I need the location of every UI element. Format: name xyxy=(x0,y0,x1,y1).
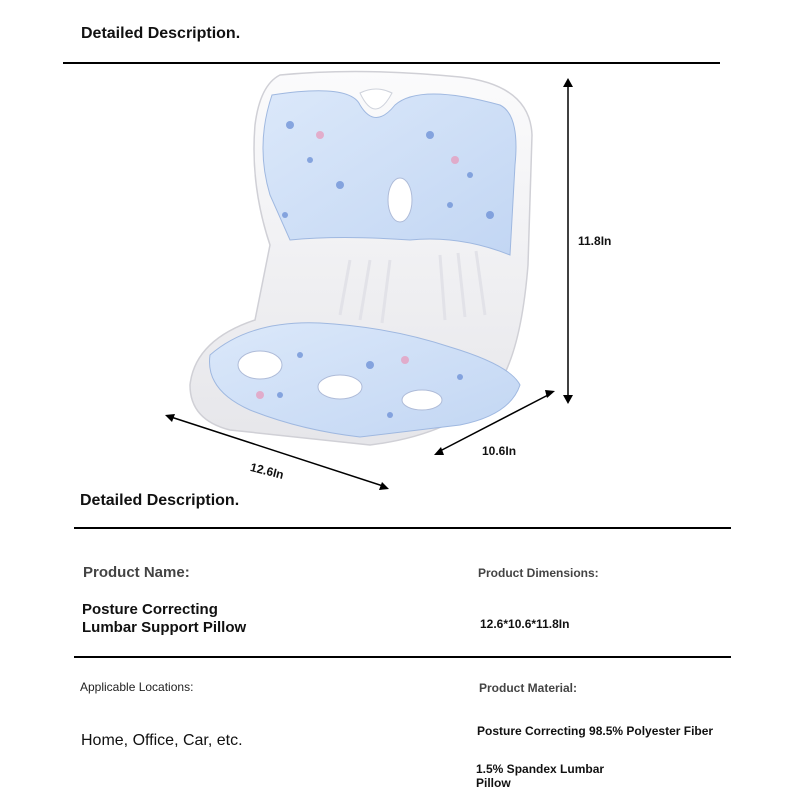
product-dimensions-label: Product Dimensions: xyxy=(478,566,599,580)
back-vent xyxy=(388,178,412,222)
applicable-locations-label: Applicable Locations: xyxy=(80,680,194,694)
product-name-line-2: Lumbar Support Pillow xyxy=(82,619,247,636)
seat-hole-middle xyxy=(318,375,362,399)
height-arrow xyxy=(560,78,576,404)
product-name-line-1: Posture Correcting xyxy=(82,601,218,618)
height-label: 11.8In xyxy=(578,234,612,248)
seat-hole-left xyxy=(238,351,282,379)
product-material-line-2a: 1.5% Spandex Lumbar xyxy=(476,762,605,776)
depth-label: 10.6In xyxy=(482,444,517,458)
product-name-label: Product Name: xyxy=(83,564,190,581)
section-heading-bottom: Detailed Description. xyxy=(80,492,240,509)
section-heading-top: Detailed Description. xyxy=(81,25,241,42)
applicable-locations-value: Home, Office, Car, etc. xyxy=(81,732,243,749)
product-material-label: Product Material: xyxy=(479,681,578,695)
middle-divider xyxy=(74,527,731,529)
product-material-line-2b: Pillow xyxy=(476,776,511,790)
product-dimensions-value: 12.6*10.6*11.8In xyxy=(480,617,570,631)
product-name-value xyxy=(82,601,246,637)
back-cushion xyxy=(263,91,516,255)
lower-divider xyxy=(74,656,731,658)
width-label: 12.6In xyxy=(248,460,286,482)
top-divider xyxy=(63,62,720,64)
product-material-line-2 xyxy=(476,762,604,790)
product-material-line-1: Posture Correcting 98.5% Polyester Fiber xyxy=(477,724,714,738)
